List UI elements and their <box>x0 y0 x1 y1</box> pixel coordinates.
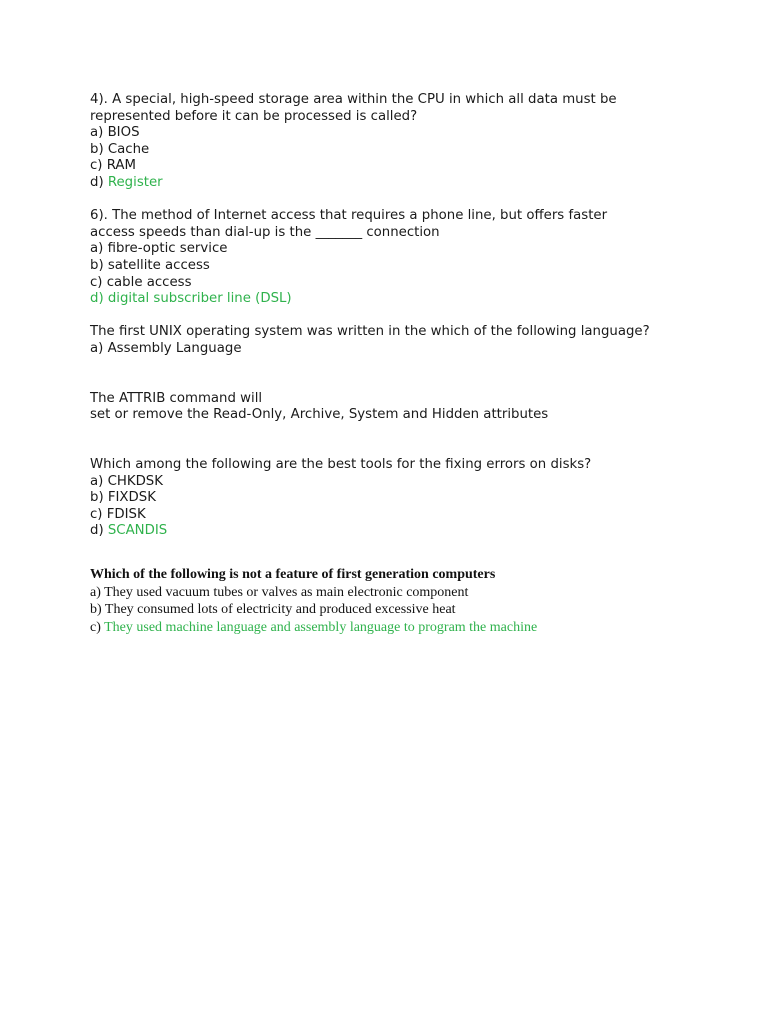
question-first-generation <box>90 566 730 636</box>
question-6-answer: d) digital subscriber line (DSL) <box>90 291 292 307</box>
question-4-option-d <box>90 175 730 192</box>
question-4-answer: Register <box>107 174 163 190</box>
question-disk-tools-option-a: a) CHKDSK <box>90 473 163 489</box>
question-unix-text: The first UNIX operating system was written in the which of the following language? <box>90 324 650 340</box>
attrib-note <box>90 391 730 424</box>
question-6-option-a: a) fibre-optic service <box>90 241 228 257</box>
question-first-generation-option-c <box>90 619 730 637</box>
question-unix <box>90 324 730 357</box>
attrib-note-line2: set or remove the Read-Only, Archive, System and Hidden attributes <box>90 407 549 423</box>
question-6-text-line1: 6). The method of Internet access that requires a phone line, but offers faster <box>90 208 608 224</box>
question-6 <box>90 208 730 308</box>
option-d-prefix: d) <box>90 174 108 190</box>
question-4-text-line2: represented before it can be processed is called? <box>90 108 418 124</box>
question-first-generation-option-b: b) They consumed lots of electricity and produced excessive heat <box>90 602 456 618</box>
question-4-option-a: a) BIOS <box>90 125 140 141</box>
question-disk-tools-option-b: b) FIXDSK <box>90 490 156 506</box>
question-first-generation-answer: They used machine language and assembly language to program the machine <box>104 619 538 635</box>
question-disk-tools <box>90 457 730 540</box>
attrib-note-line1: The ATTRIB command will <box>90 390 263 406</box>
question-4-option-b: b) Cache <box>90 141 150 157</box>
document-page <box>90 92 730 636</box>
question-4 <box>90 92 730 192</box>
question-4-option-c: c) RAM <box>90 158 136 174</box>
question-6-option-b: b) satellite access <box>90 257 210 273</box>
question-first-generation-text: Which of the following is not a feature of first generation computers <box>90 567 496 583</box>
question-6-text-line2: access speeds than dial-up is the _______ connection <box>90 224 440 240</box>
question-disk-tools-option-c: c) FDISK <box>90 506 146 522</box>
question-disk-tools-answer: SCANDIS <box>107 523 168 539</box>
question-disk-tools-text: Which among the following are the best tools for the fixing errors on disks? <box>90 457 592 473</box>
question-disk-tools-option-d <box>90 523 730 540</box>
option-d-prefix: d) <box>90 523 108 539</box>
question-first-generation-option-a: a) They used vacuum tubes or valves as main electronic component <box>90 584 469 600</box>
question-6-option-c: c) cable access <box>90 274 192 290</box>
question-4-text-line1: 4). A special, high-speed storage area within the CPU in which all data must be <box>90 92 617 107</box>
question-unix-option-a: a) Assembly Language <box>90 340 242 356</box>
option-c-prefix: c) <box>90 619 105 635</box>
